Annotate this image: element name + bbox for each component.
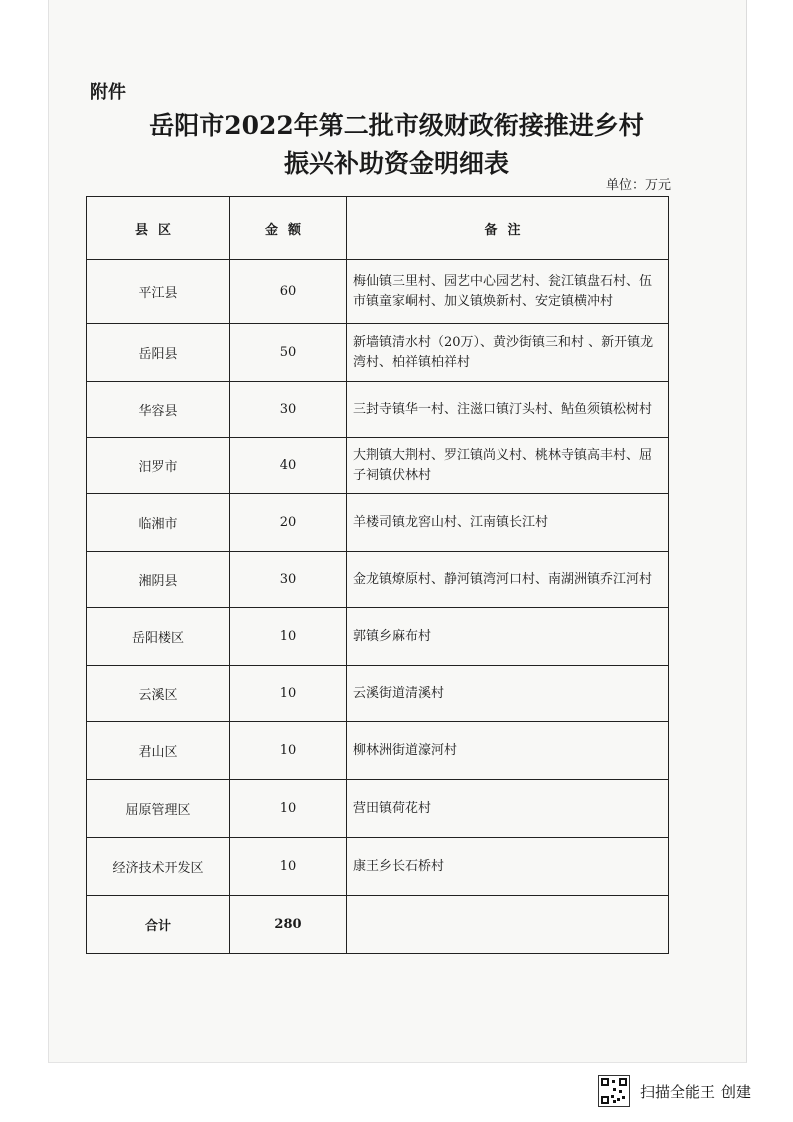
county-cell: 华容县 (87, 382, 230, 438)
total-amount: 280 (230, 896, 347, 954)
header-remark: 备注 (347, 197, 669, 260)
qr-code-icon (598, 1075, 630, 1107)
remark-cell: 云溪街道清溪村 (347, 666, 669, 722)
county-cell: 湘阴县 (87, 552, 230, 608)
attachment-label: 附件 (90, 82, 126, 103)
document-title-line1: 岳阳市2022年第二批市级财政衔接推进乡村 (149, 111, 644, 140)
remark-cell: 营田镇荷花村 (347, 780, 669, 838)
amount-cell: 20 (230, 494, 347, 552)
table-row (87, 552, 669, 608)
remark-cell: 郭镇乡麻布村 (347, 608, 669, 666)
amount-cell: 60 (230, 260, 347, 324)
table-row (87, 838, 669, 896)
remark-cell: 三封寺镇华一村、注滋口镇汀头村、鲇鱼须镇松树村 (347, 382, 669, 438)
table-row (87, 608, 669, 666)
watermark-app-name: 扫描全能王 (640, 1082, 716, 1101)
amount-cell: 10 (230, 722, 347, 780)
county-cell: 平江县 (87, 260, 230, 324)
amount-cell: 10 (230, 838, 347, 896)
remark-cell: 金龙镇燎原村、静河镇湾河口村、南湖洲镇乔江河村 (347, 552, 669, 608)
amount-cell: 10 (230, 666, 347, 722)
county-cell: 君山区 (87, 722, 230, 780)
county-cell: 云溪区 (87, 666, 230, 722)
funding-detail-table (86, 196, 669, 954)
table-row (87, 260, 669, 324)
header-amount: 金额 (230, 197, 347, 260)
table-row (87, 438, 669, 494)
unit-label: 单位：万元 (605, 178, 671, 193)
amount-cell: 30 (230, 552, 347, 608)
amount-cell: 50 (230, 324, 347, 382)
table-header-row (87, 197, 669, 260)
remark-cell: 康王乡长石桥村 (347, 838, 669, 896)
amount-cell: 40 (230, 438, 347, 494)
county-cell: 汨罗市 (87, 438, 230, 494)
watermark-action: 创建 (721, 1082, 752, 1101)
table-row (87, 780, 669, 838)
watermark-text (640, 1081, 757, 1102)
remark-cell: 柳林洲街道濠河村 (347, 722, 669, 780)
county-cell: 屈原管理区 (87, 780, 230, 838)
table-row (87, 666, 669, 722)
amount-cell: 30 (230, 382, 347, 438)
table-row (87, 382, 669, 438)
total-label: 合计 (87, 896, 230, 954)
remark-cell: 大荆镇大荆村、罗江镇尚义村、桃林寺镇高丰村、屈子祠镇伏林村 (347, 438, 669, 494)
total-remark (347, 896, 669, 954)
county-cell: 岳阳县 (87, 324, 230, 382)
table-row (87, 722, 669, 780)
county-cell: 岳阳楼区 (87, 608, 230, 666)
table-row (87, 324, 669, 382)
county-cell: 临湘市 (87, 494, 230, 552)
document-title-line2: 振兴补助资金明细表 (283, 149, 509, 178)
scanner-watermark (598, 1075, 757, 1107)
remark-cell: 羊楼司镇龙窖山村、江南镇长江村 (347, 494, 669, 552)
amount-cell: 10 (230, 780, 347, 838)
total-row (87, 896, 669, 954)
county-cell: 经济技术开发区 (87, 838, 230, 896)
remark-cell: 新墙镇清水村（20万）、黄沙街镇三和村 、新开镇龙湾村、柏祥镇柏祥村 (347, 324, 669, 382)
table-row (87, 494, 669, 552)
amount-cell: 10 (230, 608, 347, 666)
header-county: 县区 (87, 197, 230, 260)
remark-cell: 梅仙镇三里村、园艺中心园艺村、瓮江镇盘石村、伍市镇童家峒村、加义镇焕新村、安定镇横冲村 (347, 260, 669, 324)
